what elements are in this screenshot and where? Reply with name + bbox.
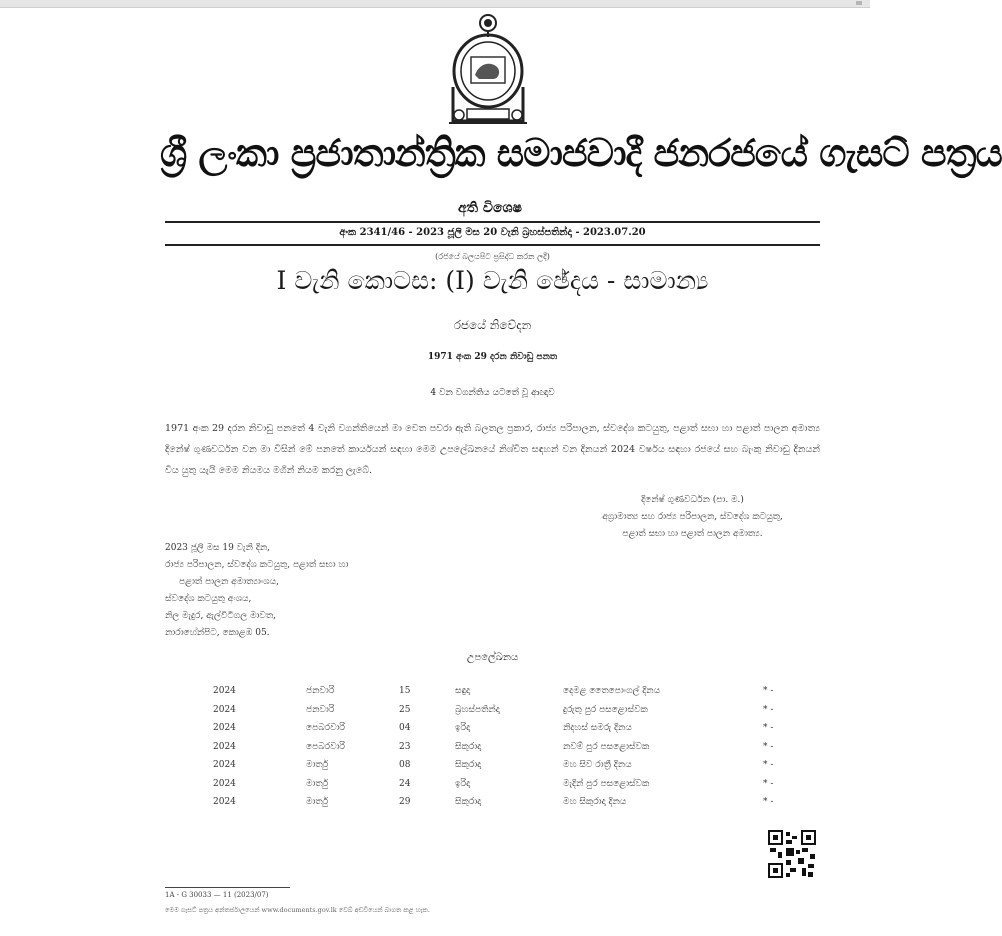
signed-date: 2023 ජූලි මස 19 වැනි දින, xyxy=(165,543,271,553)
day-cell: 23 xyxy=(399,741,411,752)
signature-block xyxy=(565,492,820,543)
gazette-subtitle: අති විශෙෂ xyxy=(458,200,522,216)
part-heading: I වැනි කොටස: (I) වැනි ඡේදය - සාමාන්‍ය xyxy=(276,266,709,295)
weekday-cell: සඳුදා xyxy=(455,686,471,696)
day-cell: 24 xyxy=(399,778,411,789)
schedule-title: උපලේඛනය xyxy=(466,652,519,663)
divider xyxy=(165,887,290,888)
year-cell: 2024 xyxy=(213,778,236,789)
notification-heading: රජයේ නිවේදන xyxy=(453,318,532,332)
footer-note: මෙම ගැසට් පත්‍රය අන්තර්ජාලයෙන් www.documents.gov.lk වෙබ් අඩවියෙන් බාගත කළ හැක. xyxy=(165,906,430,914)
holiday-cell: නිදහස් සමරු දිනය xyxy=(563,723,632,733)
day-cell: 25 xyxy=(399,704,411,715)
mark-cell: * - xyxy=(763,778,774,789)
mark-cell: * - xyxy=(763,704,774,715)
year-cell: 2024 xyxy=(213,797,236,807)
month-cell: මාර්තු xyxy=(306,778,329,789)
table-row xyxy=(165,777,820,796)
publication-note: (රජයේ බලයපිට ප්‍රසිද්ධ කරන ලදී) xyxy=(435,252,550,261)
act-title: 1971 අංක 29 දරන නිවාඩු පනත xyxy=(427,352,558,362)
address-block xyxy=(165,540,465,642)
table-row xyxy=(165,758,820,777)
year-cell: 2024 xyxy=(213,704,236,715)
signatory-title: පළාත් සභා හා පළාත් පාලන අමාත්‍ය. xyxy=(622,529,763,539)
year-cell: 2024 xyxy=(213,760,236,770)
divider xyxy=(165,244,820,246)
day-cell: 15 xyxy=(399,686,411,696)
holiday-cell: දුරුතු පුර පසළොස්වක xyxy=(563,704,648,715)
address-line: ස්වදේශ කටයුතු අංශය, xyxy=(165,594,252,604)
qr-code-icon xyxy=(768,830,816,878)
mark-cell: * - xyxy=(763,686,774,696)
month-cell: ජනවාරි xyxy=(306,704,335,715)
holiday-cell: මහ සිකුරාදා දිනය xyxy=(563,797,627,807)
schedule-table xyxy=(165,684,820,814)
holiday-cell: මැදින් පුර පසළොස්වක xyxy=(563,778,650,789)
table-row xyxy=(165,740,820,759)
sri-lanka-emblem-icon xyxy=(445,9,531,133)
table-row xyxy=(165,684,820,703)
gazette-title: ශ්‍රී ලංකා ප්‍රජාතාන්ත්‍රික සමාජවාදී ජනරජයේ ගැසට් පත්‍රය xyxy=(160,130,1002,175)
top-bar xyxy=(0,0,870,8)
weekday-cell: ඉරිදා xyxy=(455,778,471,789)
address-line: පළාත් පාලන අමාත්‍යාංශය, xyxy=(179,577,279,587)
day-cell: 04 xyxy=(399,723,411,733)
month-cell: ජනවාරි xyxy=(306,686,335,696)
address-line: නාරාහේන්පිට, කොළඹ 05. xyxy=(165,628,270,638)
weekday-cell: සිකුරාදා xyxy=(455,760,482,770)
day-cell: 29 xyxy=(399,797,411,807)
address-line: නිල මැදුර, ඇල්විටිගල මාවත, xyxy=(165,611,277,621)
table-row xyxy=(165,721,820,740)
body-paragraph: 1971 අංක 29 දරන නිවාඩු පනතේ 4 වැනි වගන්තියෙන් මා වෙත පවරා ඇති බලතල ප්‍රකාර, රාජ්‍ය පරිපාලන, ස්වදේශ කටයුතු, පළාත් සභා හා පළාත් පාලන අමාත්‍ය දිනේෂ් ගුණවර්ධන වන මා විසින් මේ පනතේ කාර්යයන් සඳහා මෙම උපලේඛනයේ නිශ්චිත සඳහන් වන දිනයන් 2024 වර්ෂය සඳහා රජයේ සහ බැංකු නිවාඩු දිනයන් විය යුතු යැයි මෙම නියමය මගින් නියම කරනු ලැබේ. xyxy=(165,423,820,476)
holiday-cell: නවම් පුර පසළොස්වක xyxy=(563,741,650,752)
address-line: රාජ්‍ය පරිපාලන, ස්වදේශ කටයුතු, පළාත් සභා හා xyxy=(165,560,349,570)
year-cell: 2024 xyxy=(213,723,236,733)
holiday-cell: මහ සිව රාත්‍රී දිනය xyxy=(563,760,632,770)
signatory-name: දිනේෂ් ගුණවර්ධන (පා. ම.) xyxy=(641,495,744,505)
footer-code: 1A - G 30033 — 11 (2023/07) xyxy=(165,891,269,899)
month-cell: මාර්තු xyxy=(306,760,329,770)
order-title: 4 වන වගන්තිය යටතේ වූ ආඥාව xyxy=(430,388,555,398)
month-cell: මාර්තු xyxy=(306,797,329,807)
weekday-cell: ඉරිදා xyxy=(455,723,471,733)
issue-line: අංක 2341/46 - 2023 ජූලි මස 20 වැනි බ්‍රහස්පතින්දා - 2023.07.20 xyxy=(339,227,646,238)
divider xyxy=(165,221,820,223)
month-cell: පෙබරවාරි xyxy=(306,723,345,733)
table-row xyxy=(165,795,820,814)
year-cell: 2024 xyxy=(213,741,236,752)
month-cell: පෙබරවාරි xyxy=(306,741,345,752)
signatory-title: අග්‍රාමාත්‍ය සහ රාජ්‍ය පරිපාලන, ස්වදේශ කටයුතු, xyxy=(602,512,783,522)
mark-cell: * - xyxy=(763,797,774,807)
mark-cell: * - xyxy=(763,723,774,733)
weekday-cell: බ්‍රහස්පතින්දා xyxy=(455,704,500,715)
mark-cell: * - xyxy=(763,760,774,770)
weekday-cell: සිකුරාදා xyxy=(455,797,482,807)
mark-cell: * - xyxy=(763,741,774,752)
weekday-cell: සිකුරාදා xyxy=(455,741,482,752)
table-row xyxy=(165,703,820,722)
window-control-icon xyxy=(856,1,862,5)
year-cell: 2024 xyxy=(213,686,236,696)
day-cell: 08 xyxy=(399,760,411,770)
holiday-cell: දෙමළ තෛපොංගල් දිනය xyxy=(563,686,661,696)
